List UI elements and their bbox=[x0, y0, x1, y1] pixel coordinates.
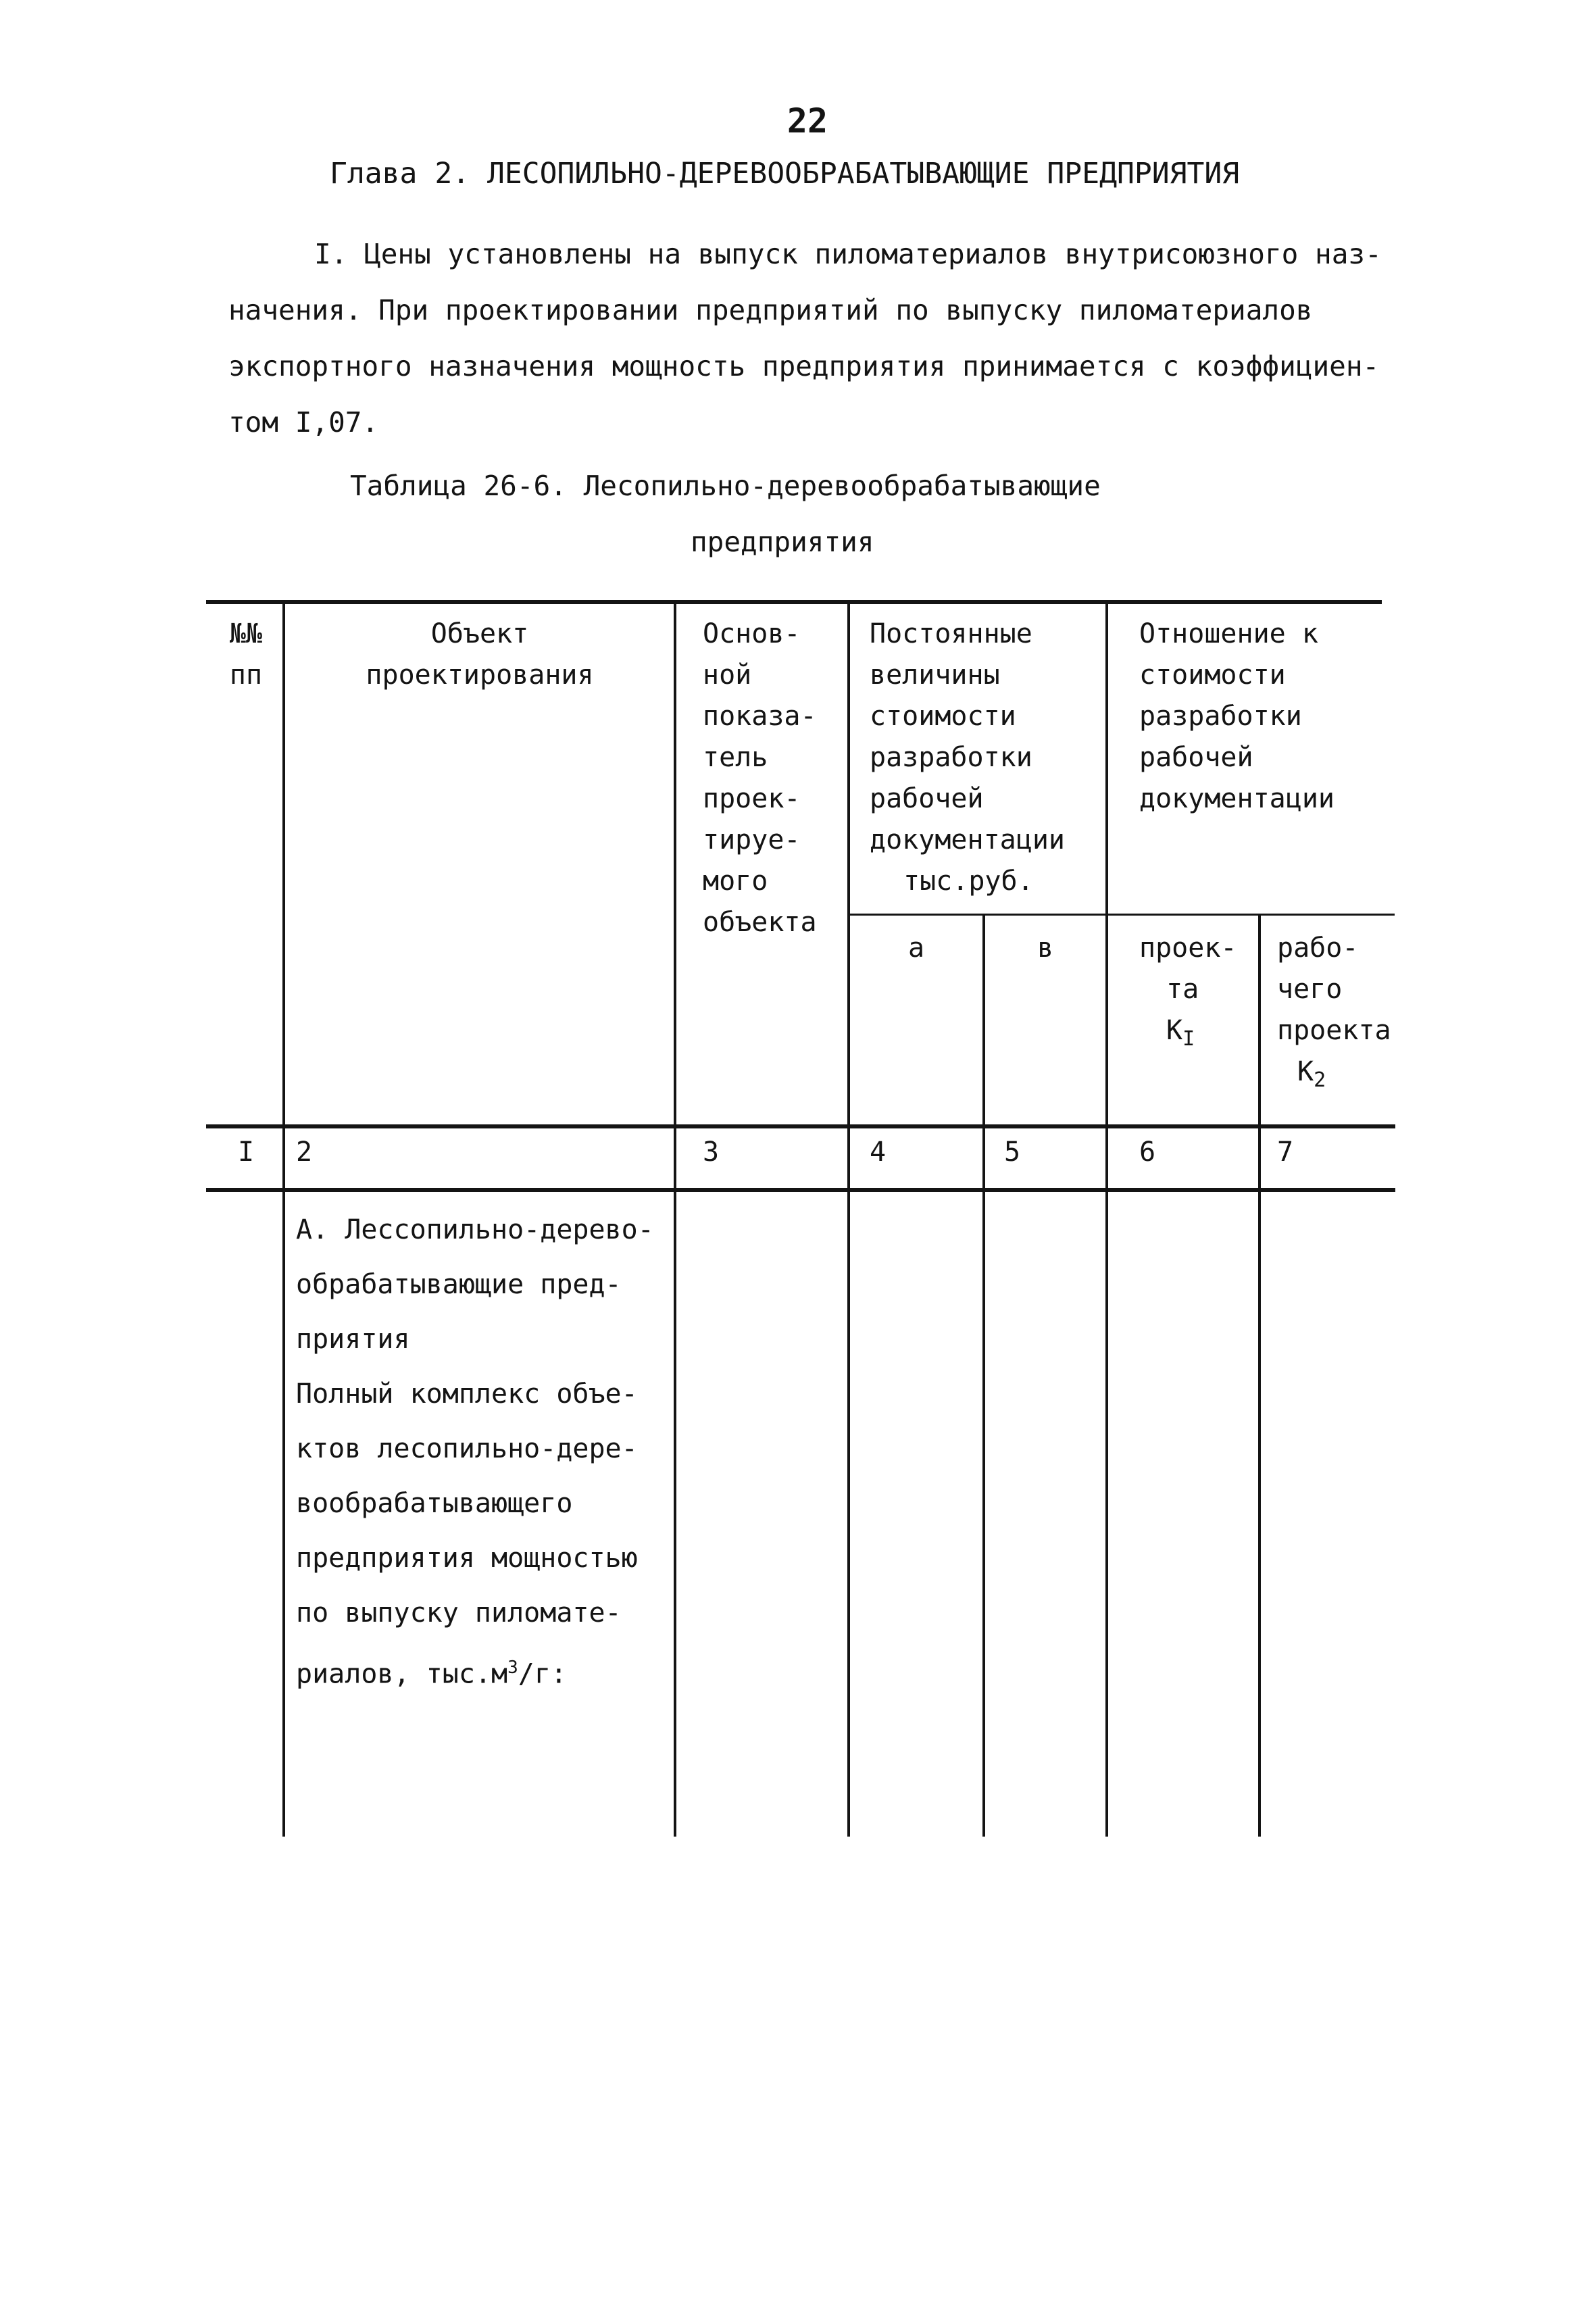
header-number: №№ пп bbox=[229, 618, 263, 691]
subheader-b: в bbox=[1037, 932, 1054, 964]
subheader-k2: рабо- чего проекта $К_2$ bbox=[1277, 932, 1391, 1092]
item-text-line: риалов, $тыс.м^3/г$: bbox=[296, 1658, 567, 1690]
column-number: 6 bbox=[1139, 1137, 1156, 1168]
paragraph-line: I. Цены установлены на выпуск пиломатериалов внутрисоюзного наз- bbox=[314, 238, 1382, 270]
header-object: Объект проектирования bbox=[366, 618, 594, 691]
header-constant-values: Постоянные величины стоимости разработки рабочей документации тыс.руб. bbox=[870, 618, 1065, 897]
section-title-line: А. Лессопильно-дерево- bbox=[296, 1214, 654, 1245]
item-text-line: по выпуску пиломате- bbox=[296, 1597, 622, 1628]
item-text-line: вообрабатывающего bbox=[296, 1488, 573, 1519]
column-number: 2 bbox=[296, 1137, 313, 1168]
column-number: 5 bbox=[1004, 1137, 1021, 1168]
paragraph-line: том I,07. bbox=[228, 406, 379, 439]
section-title-line: обрабатывающие пред- bbox=[296, 1269, 622, 1300]
table-caption-continued: предприятия bbox=[691, 526, 874, 558]
page-number: 22 bbox=[787, 101, 828, 141]
header-main-indicator: Основ- ной показа- тель проек- тируе- мого объекта bbox=[703, 618, 817, 938]
column-number: 3 bbox=[703, 1137, 720, 1168]
paragraph-line: экспортного назначения мощность предприятия принимается с коэффициен- bbox=[228, 350, 1380, 382]
subheader-k1: проек- та $К_I$ bbox=[1139, 932, 1237, 1051]
column-number: I bbox=[237, 1137, 255, 1168]
column-number: 7 bbox=[1277, 1137, 1294, 1168]
item-text-line: ктов лесопильно-дере- bbox=[296, 1433, 638, 1464]
paragraph-line: начения. При проектировании предприятий по выпуску пиломатериалов bbox=[228, 294, 1313, 326]
item-text-line: Полный комплекс объе- bbox=[296, 1378, 638, 1410]
subheader-a: а bbox=[907, 932, 925, 964]
item-text-line: предприятия мощностью bbox=[296, 1543, 638, 1574]
header-ratio: Отношение к стоимости разработки рабочей документации bbox=[1139, 618, 1335, 814]
table-body-object bbox=[296, 1203, 654, 1701]
column-number: 4 bbox=[870, 1137, 887, 1168]
section-title-line: приятия bbox=[296, 1324, 410, 1355]
table-caption: Таблица 26-6. Лесопильно-деревообрабатывающие bbox=[350, 470, 1101, 502]
chapter-title: Глава 2. ЛЕСОПИЛЬНО-ДЕРЕВООБРАБАТЫВАЮЩИЕ ПРЕДПРИЯТИЯ bbox=[330, 157, 1240, 191]
